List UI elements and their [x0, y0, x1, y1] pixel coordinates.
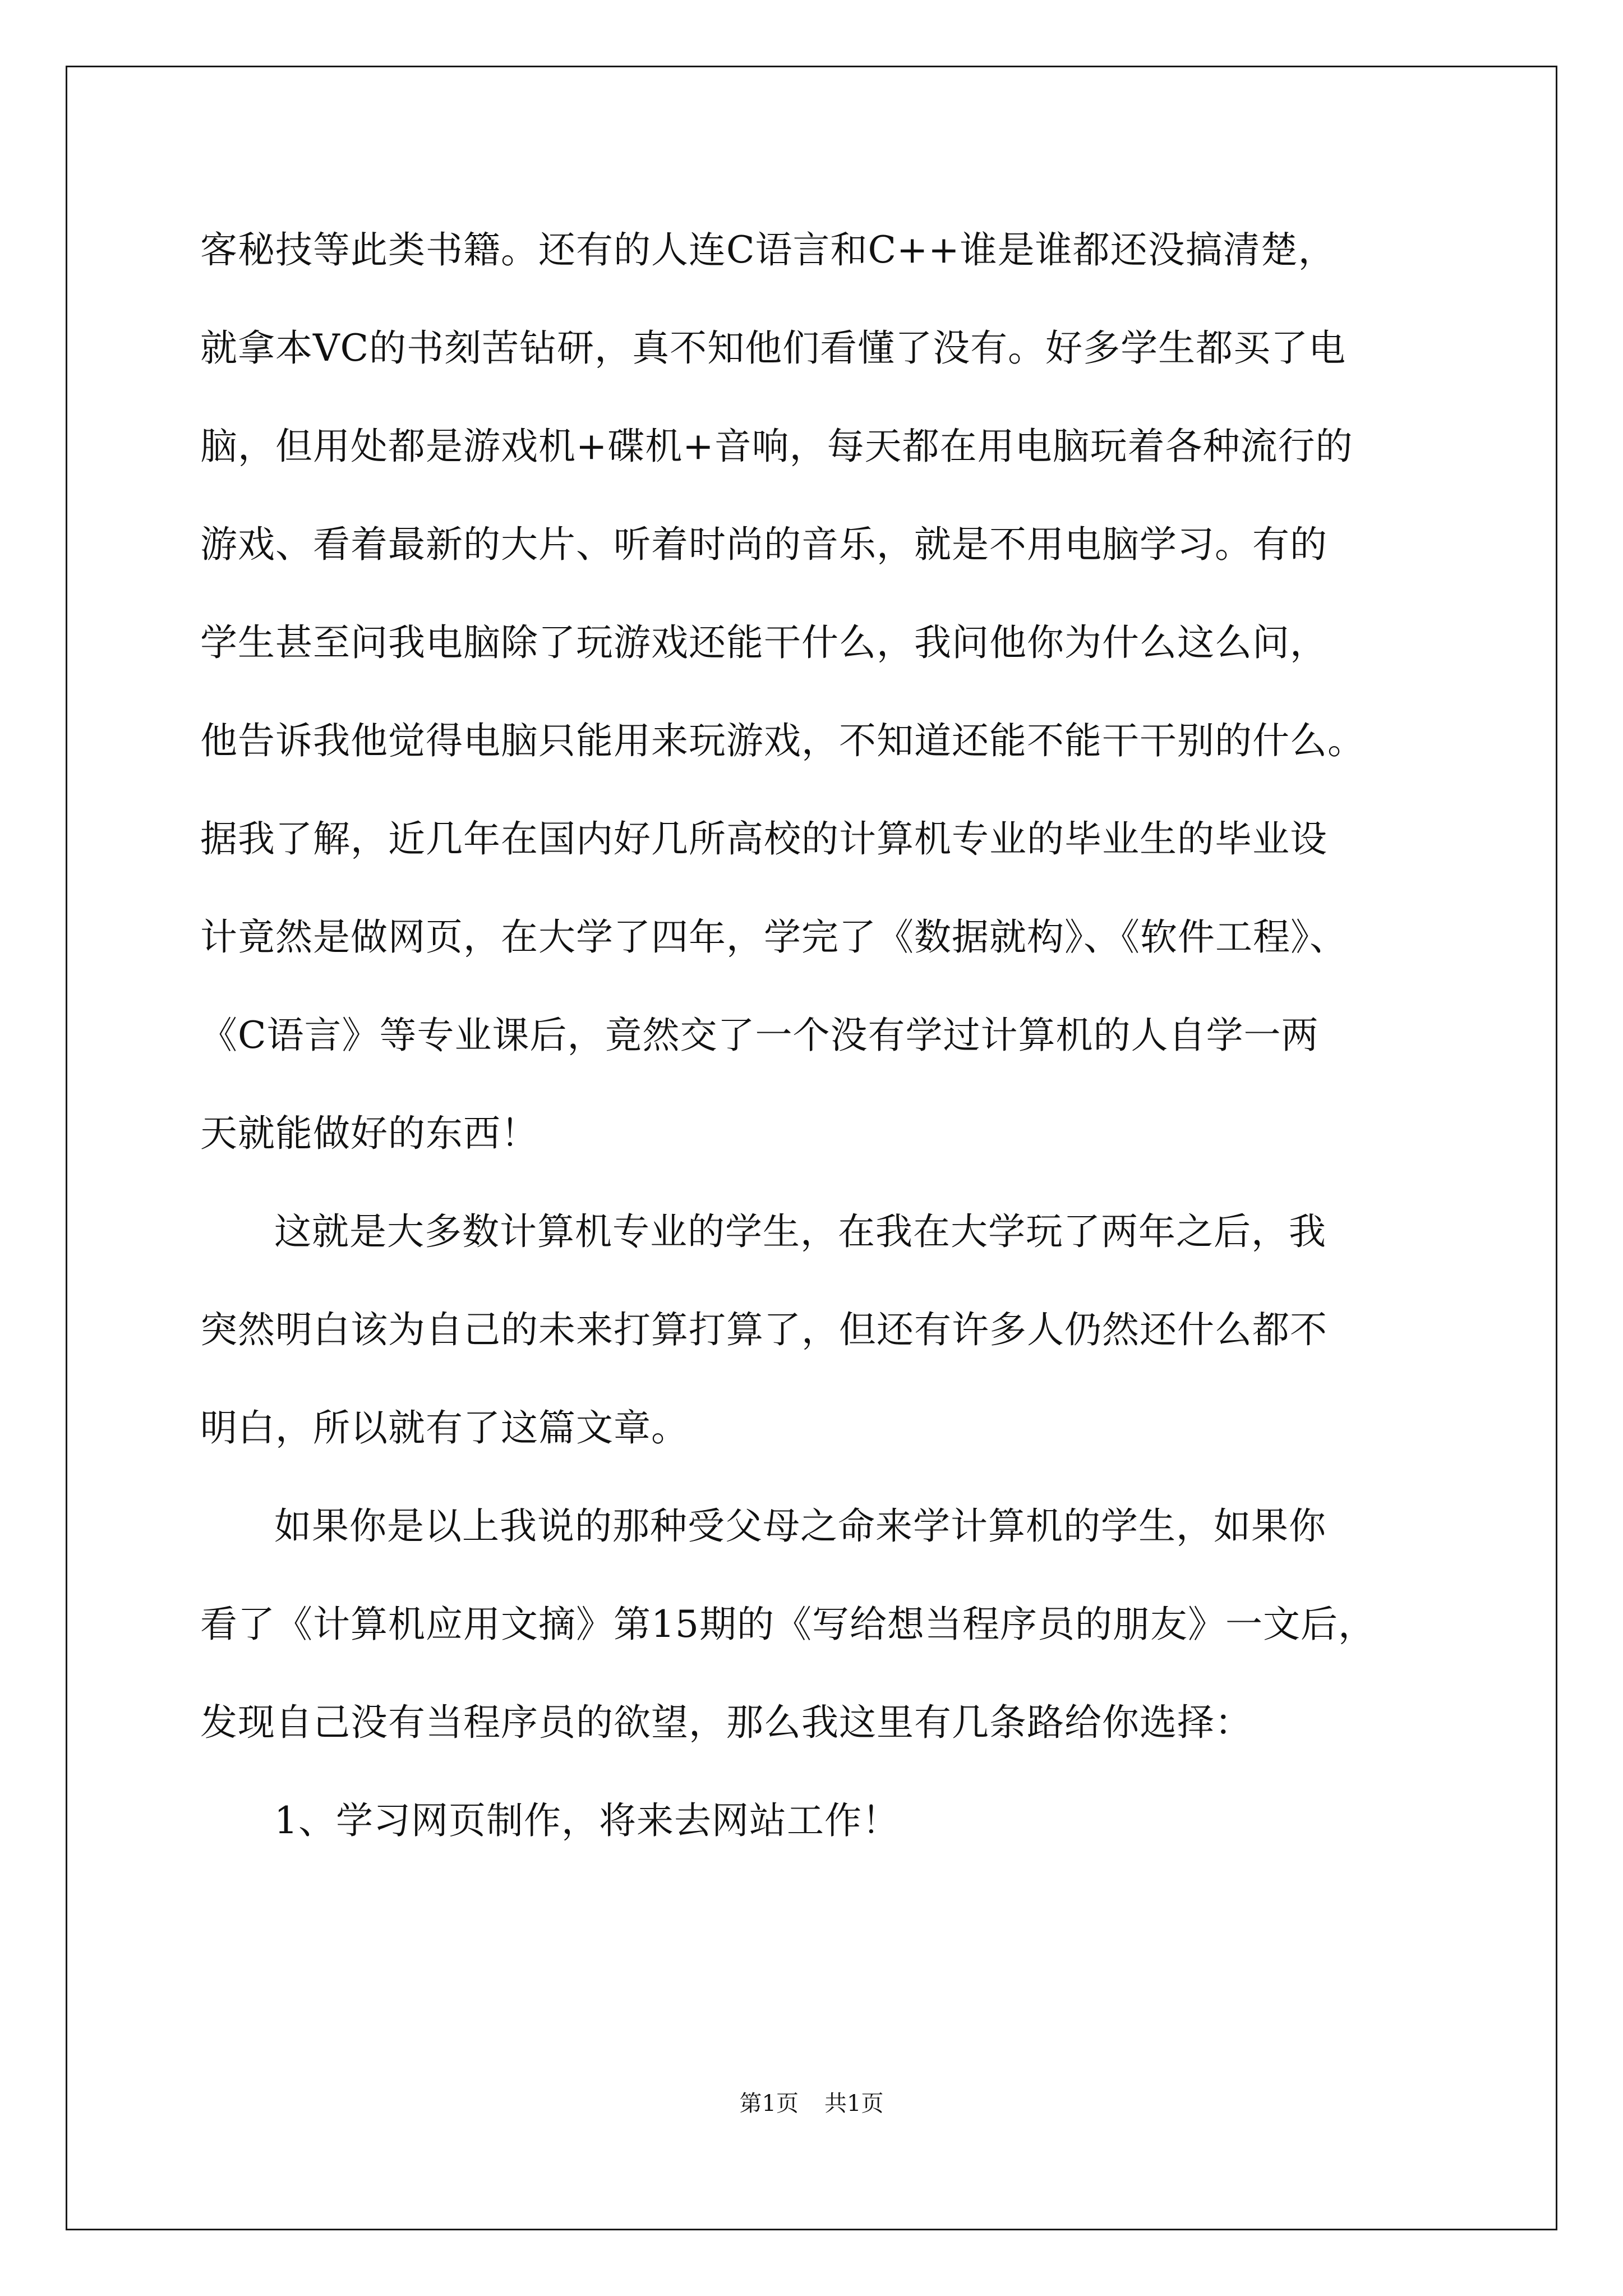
text-line-14: 如果你是以上我说的那种受父母之命来学计算机的学生，如果你 [274, 1504, 1326, 1548]
text-line-9: 《C语言》等专业课后，竟然交了一个没有学过计算机的人自学一两 [200, 1014, 1319, 1057]
text-line-1: 客秘技等此类书籍。还有的人连C语言和C++谁是谁都还没搞清楚， [200, 228, 1336, 272]
text-line-13: 明白，所以就有了这篇文章。 [200, 1406, 689, 1450]
page-footer [0, 2090, 1623, 2118]
text-line-16: 发现自己没有当程序员的欲望，那么我这里有几条路给你选择： [200, 1701, 1252, 1744]
text-line-3: 脑，但用处都是游戏机+碟机+音响，每天都在用电脑玩着各种流行的 [200, 425, 1353, 468]
text-line-11: 这就是大多数计算机专业的学生，在我在大学玩了两年之后，我 [274, 1210, 1326, 1253]
page-number-total: 共1页 [824, 2091, 884, 2116]
document-body [200, 205, 1434, 1874]
text-line-2: 就拿本VC的书刻苦钻研，真不知他们看懂了没有。好多学生都买了电 [200, 326, 1347, 370]
text-line-6: 他告诉我他觉得电脑只能用来玩游戏，不知道还能不能干干别的什么。 [200, 719, 1365, 762]
page-number-current: 第1页 [739, 2091, 799, 2116]
text-line-17: 1、学习网页制作，将来去网站工作！ [274, 1799, 900, 1842]
text-line-10: 天就能做好的东西！ [200, 1112, 538, 1155]
text-line-7: 据我了解，近几年在国内好几所高校的计算机专业的毕业生的毕业设 [200, 817, 1327, 861]
text-line-4: 游戏、看着最新的大片、听着时尚的音乐，就是不用电脑学习。有的 [200, 523, 1327, 566]
text-line-5: 学生甚至问我电脑除了玩游戏还能干什么，我问他你为什么这么问， [200, 621, 1327, 664]
text-line-15: 看了《计算机应用文摘》第15期的《写给想当程序员的朋友》一文后， [200, 1603, 1376, 1646]
text-line-8: 计竟然是做网页，在大学了四年，学完了《数据就构》、《软件工程》、 [200, 915, 1347, 959]
text-line-12: 突然明白该为自己的未来打算打算了，但还有许多人仍然还什么都不 [200, 1308, 1327, 1351]
